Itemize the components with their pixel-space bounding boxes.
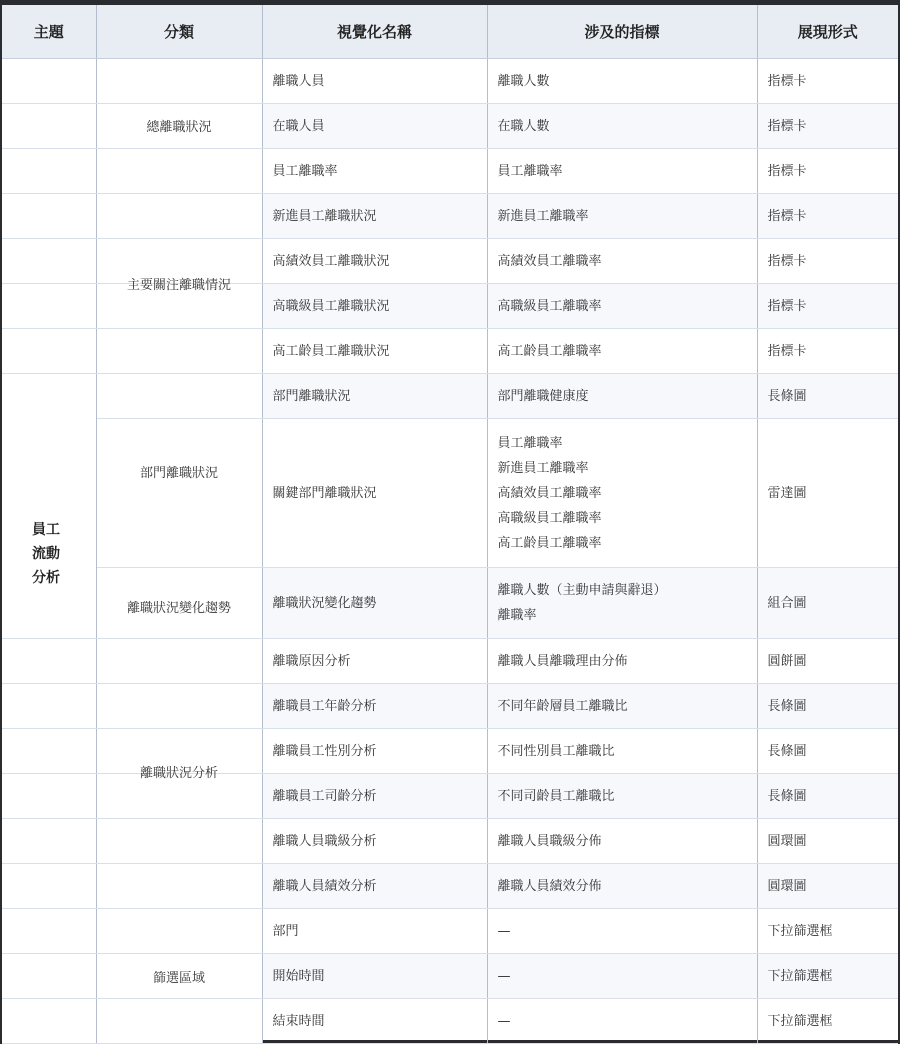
topic-cell xyxy=(2,59,96,104)
topic-cell xyxy=(2,329,96,374)
visual-name-cell: 離職人員 xyxy=(262,59,487,104)
category-cell xyxy=(96,419,262,568)
visual-name-cell: 在職人員 xyxy=(262,104,487,149)
topic-cell xyxy=(2,194,96,239)
display-form-cell: 指標卡 xyxy=(757,149,898,194)
category-key-turnover: 主要關注離職情況 xyxy=(126,278,231,293)
topic-line: 員工 xyxy=(32,522,60,538)
topic-cell xyxy=(2,149,96,194)
header-category: 分類 xyxy=(96,5,262,59)
visual-name-cell: 新進員工離職狀況 xyxy=(262,194,487,239)
category-cell xyxy=(96,819,262,864)
metric-item: 高績效員工離職率 xyxy=(497,253,602,269)
visual-name-cell: 高績效員工離職狀況 xyxy=(262,239,487,284)
topic-cell xyxy=(2,639,96,684)
topic-cell xyxy=(2,999,96,1044)
category-turnover-trend: 離職狀況變化趨勢 xyxy=(126,601,231,616)
metric-item: 員工離職率 xyxy=(497,435,563,451)
header-topic: 主題 xyxy=(2,5,96,59)
visual-name-cell: 高職級員工離職狀況 xyxy=(262,284,487,329)
topic-line: 流動 xyxy=(32,546,60,562)
metrics-cell xyxy=(487,568,757,639)
metrics-cell xyxy=(487,954,757,999)
metrics-cell xyxy=(487,819,757,864)
visual-name-cell: 部門離職狀況 xyxy=(262,374,487,419)
visual-name-cell: 關鍵部門離職狀況 xyxy=(262,419,487,568)
display-form-cell: 長條圖 xyxy=(757,774,898,819)
table-row xyxy=(2,194,898,239)
metrics-cell xyxy=(487,284,757,329)
visual-name-cell: 離職員工年齡分析 xyxy=(262,684,487,729)
metric-item: 不同年齡層員工離職比 xyxy=(497,698,628,714)
display-form-cell: 雷達圖 xyxy=(757,419,898,568)
metrics-cell xyxy=(487,419,757,568)
metric-item: — xyxy=(497,923,511,939)
metrics-cell xyxy=(487,239,757,284)
category-cell xyxy=(96,684,262,729)
metrics-cell xyxy=(487,639,757,684)
category-turnover-analysis: 離職狀況分析 xyxy=(139,766,218,781)
metrics-cell xyxy=(487,329,757,374)
category-cell xyxy=(96,329,262,374)
metrics-cell xyxy=(487,59,757,104)
topic-line: 分析 xyxy=(32,570,60,586)
topic-cell xyxy=(2,819,96,864)
topic-cell xyxy=(2,954,96,999)
display-form-cell: 圓環圖 xyxy=(757,819,898,864)
display-form-cell: 下拉篩選框 xyxy=(757,999,898,1044)
category-cell xyxy=(96,149,262,194)
table-row xyxy=(2,864,898,909)
metric-item: 員工離職率 xyxy=(497,163,563,179)
topic-cell xyxy=(2,909,96,954)
visual-name-cell: 離職員工司齡分析 xyxy=(262,774,487,819)
topic-cell xyxy=(2,774,96,819)
topic-cell xyxy=(2,239,96,284)
table-row xyxy=(2,684,898,729)
metric-item: — xyxy=(497,968,511,984)
table-row xyxy=(2,639,898,684)
display-form-cell: 指標卡 xyxy=(757,59,898,104)
category-cell xyxy=(96,864,262,909)
category-cell xyxy=(96,639,262,684)
metrics-cell xyxy=(487,149,757,194)
visual-name-cell: 結束時間 xyxy=(262,999,487,1044)
metric-item: 離職人員績效分佈 xyxy=(497,878,602,894)
metric-item: 新進員工離職率 xyxy=(497,208,589,224)
metrics-cell xyxy=(487,104,757,149)
metric-item: 在職人數 xyxy=(497,118,550,134)
visual-name-cell: 開始時間 xyxy=(262,954,487,999)
visual-name-cell: 部門 xyxy=(262,909,487,954)
metric-item: 高工齡員工離職率 xyxy=(497,343,602,359)
metrics-cell xyxy=(487,374,757,419)
metric-item: 高職級員工離職率 xyxy=(497,298,602,314)
header-metrics: 涉及的指標 xyxy=(487,5,757,59)
display-form-cell: 下拉篩選框 xyxy=(757,954,898,999)
metrics-cell xyxy=(487,999,757,1044)
metric-item: 不同性別員工離職比 xyxy=(497,743,615,759)
metrics-cell xyxy=(487,194,757,239)
table-row xyxy=(2,419,898,568)
metric-item: — xyxy=(497,1013,511,1029)
visual-name-cell: 離職人員職級分析 xyxy=(262,819,487,864)
category-cell xyxy=(96,194,262,239)
metric-item: 新進員工離職率 xyxy=(497,460,589,476)
metric-item: 不同司齡員工離職比 xyxy=(497,788,615,804)
metrics-cell xyxy=(487,864,757,909)
table-row xyxy=(2,999,898,1044)
topic-cell xyxy=(2,684,96,729)
metric-item: 離職人數 xyxy=(497,73,550,89)
display-form-cell: 長條圖 xyxy=(757,729,898,774)
category-filter-area: 篩選區域 xyxy=(152,971,205,986)
spec-table-container xyxy=(2,5,898,1040)
display-form-cell: 長條圖 xyxy=(757,374,898,419)
display-form-cell: 圓環圖 xyxy=(757,864,898,909)
metric-item: 離職率 xyxy=(497,608,537,623)
metrics-cell xyxy=(487,909,757,954)
metric-item: 離職人員離職理由分佈 xyxy=(497,653,628,669)
category-cell xyxy=(96,374,262,419)
display-form-cell: 指標卡 xyxy=(757,329,898,374)
header-display-form: 展現形式 xyxy=(757,5,898,59)
metric-item: 離職人數（主動申請與辭退） xyxy=(497,583,667,598)
metric-item: 部門離職健康度 xyxy=(497,388,589,404)
metric-item: 高工齡員工離職率 xyxy=(497,535,602,551)
table-row xyxy=(2,59,898,104)
category-cell xyxy=(96,999,262,1044)
display-form-cell: 組合圖 xyxy=(757,568,898,639)
table-row xyxy=(2,909,898,954)
table-row xyxy=(2,329,898,374)
visual-name-cell: 高工齡員工離職狀況 xyxy=(262,329,487,374)
table-row xyxy=(2,374,898,419)
category-department-turnover: 部門離職狀況 xyxy=(139,466,218,481)
visualization-spec-table xyxy=(2,5,898,1044)
category-cell xyxy=(96,59,262,104)
category-total-turnover: 總離職狀況 xyxy=(146,120,212,135)
table-row xyxy=(2,149,898,194)
metrics-cell xyxy=(487,684,757,729)
display-form-cell: 長條圖 xyxy=(757,684,898,729)
metric-item: 高績效員工離職率 xyxy=(497,485,602,501)
visual-name-cell: 員工離職率 xyxy=(262,149,487,194)
header-row xyxy=(2,5,898,59)
topic-cell xyxy=(2,374,96,639)
header-visual-name: 視覺化名稱 xyxy=(262,5,487,59)
topic-cell xyxy=(2,104,96,149)
display-form-cell: 指標卡 xyxy=(757,104,898,149)
visual-name-cell: 離職原因分析 xyxy=(262,639,487,684)
topic-cell xyxy=(2,864,96,909)
display-form-cell: 指標卡 xyxy=(757,194,898,239)
visual-name-cell: 離職狀況變化趨勢 xyxy=(262,568,487,639)
metrics-cell xyxy=(487,729,757,774)
metric-item: 高職級員工離職率 xyxy=(497,510,602,526)
metrics-cell xyxy=(487,774,757,819)
topic-label xyxy=(32,518,72,590)
display-form-cell: 指標卡 xyxy=(757,239,898,284)
display-form-cell: 下拉篩選框 xyxy=(757,909,898,954)
visual-name-cell: 離職員工性別分析 xyxy=(262,729,487,774)
metric-item: 離職人員職級分佈 xyxy=(497,833,602,849)
topic-cell xyxy=(2,729,96,774)
topic-cell xyxy=(2,284,96,329)
visual-name-cell: 離職人員績效分析 xyxy=(262,864,487,909)
table-row xyxy=(2,819,898,864)
display-form-cell: 指標卡 xyxy=(757,284,898,329)
category-cell xyxy=(96,909,262,954)
display-form-cell: 圓餅圖 xyxy=(757,639,898,684)
